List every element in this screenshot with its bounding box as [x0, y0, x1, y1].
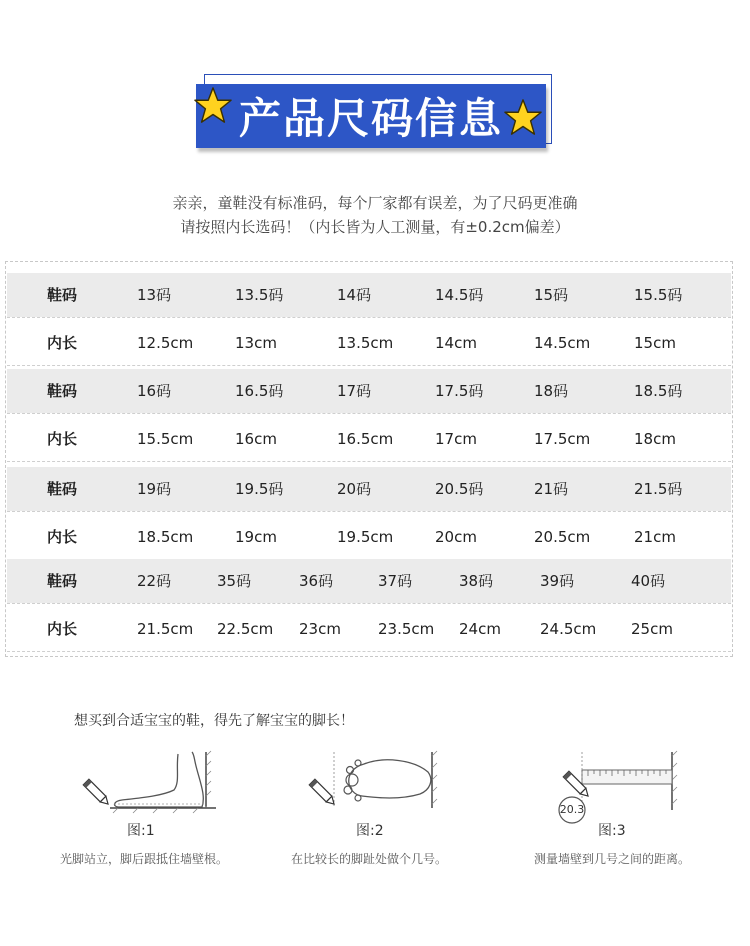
table-cell: 20cm: [435, 528, 477, 546]
table-row: [7, 417, 731, 461]
figure-2-label: 图:2: [356, 823, 384, 839]
row-label: 鞋码: [47, 286, 78, 304]
table-cell: 14cm: [435, 334, 477, 352]
row-label: 鞋码: [47, 572, 78, 590]
star-icon: [194, 86, 232, 124]
table-cell: 21码: [534, 480, 569, 498]
intro-line-2: 请按照内长选码！（内长皆为人工测量，有±0.2cm偏差）: [180, 218, 570, 236]
table-cell: 19cm: [235, 528, 277, 546]
table-cell: 23.5cm: [378, 620, 435, 638]
table-cell: 19.5码: [235, 480, 284, 498]
intro-line-1: 亲亲，童鞋没有标准码，每个厂家都有误差，为了尺码更准确: [172, 194, 578, 212]
table-cell: 20.5码: [435, 480, 484, 498]
table-cell: 15cm: [634, 334, 676, 352]
table-row: [7, 369, 731, 413]
table-cell: 14.5码: [435, 286, 484, 304]
row-divider: [7, 651, 731, 653]
table-cell: 15码: [534, 286, 569, 304]
table-row: [7, 559, 731, 603]
row-divider: [7, 413, 731, 415]
figure-1-label: 图:1: [127, 823, 155, 839]
figure-1-illustration: [78, 746, 218, 816]
table-cell: 15.5cm: [137, 430, 194, 448]
row-label: 鞋码: [47, 480, 78, 498]
table-cell: 13.5码: [235, 286, 284, 304]
row-divider: [7, 603, 731, 605]
table-cell: 21cm: [634, 528, 676, 546]
table-cell: 18.5cm: [137, 528, 194, 546]
table-cell: 18cm: [634, 430, 676, 448]
table-cell: 20.5cm: [534, 528, 591, 546]
table-row: [7, 321, 731, 365]
table-cell: 25cm: [631, 620, 673, 638]
table-cell: 37码: [378, 572, 413, 590]
table-cell: 17码: [337, 382, 372, 400]
table-cell: 21.5码: [634, 480, 683, 498]
table-cell: 14码: [337, 286, 372, 304]
star-icon: [504, 98, 542, 136]
table-cell: 39码: [540, 572, 575, 590]
table-cell: 18.5码: [634, 382, 683, 400]
measure-guide-title: 想买到合适宝宝的鞋，得先了解宝宝的脚长！: [74, 713, 354, 729]
table-cell: 19.5cm: [337, 528, 394, 546]
table-cell: 17.5码: [435, 382, 484, 400]
row-label: 内长: [47, 334, 78, 352]
table-row: [7, 273, 731, 317]
figure-1-desc: 光脚站立，脚后跟抵住墙壁根。: [60, 852, 229, 866]
table-cell: 16.5cm: [337, 430, 394, 448]
row-divider: [7, 511, 731, 513]
table-cell: 15.5码: [634, 286, 683, 304]
table-cell: 40码: [631, 572, 666, 590]
table-cell: 14.5cm: [534, 334, 591, 352]
table-cell: 20码: [337, 480, 372, 498]
table-cell: 13码: [137, 286, 172, 304]
table-cell: 16码: [137, 382, 172, 400]
row-divider: [7, 365, 731, 367]
table-row: [7, 467, 731, 511]
table-cell: 13.5cm: [337, 334, 394, 352]
figure-2-desc: 在比较长的脚趾处做个几号。: [291, 852, 448, 866]
figure-3-label: 图:3: [598, 823, 626, 839]
table-cell: 22.5cm: [217, 620, 274, 638]
table-cell: 22码: [137, 572, 172, 590]
table-cell: 16cm: [235, 430, 277, 448]
table-cell: 21.5cm: [137, 620, 194, 638]
figure-2-illustration: [304, 746, 444, 816]
row-divider: [7, 461, 731, 463]
table-cell: 17cm: [435, 430, 477, 448]
table-cell: 17.5cm: [534, 430, 591, 448]
table-cell: 16.5码: [235, 382, 284, 400]
figure-3-desc: 测量墙壁到几号之间的距离。: [534, 852, 691, 866]
table-cell: 24cm: [459, 620, 501, 638]
table-cell: 13cm: [235, 334, 277, 352]
row-label: 鞋码: [47, 382, 78, 400]
figure-3-illustration: [552, 746, 692, 826]
title-banner: [196, 76, 556, 152]
table-cell: 23cm: [299, 620, 341, 638]
ruler-reading: 20.3: [559, 803, 585, 816]
row-label: 内长: [47, 430, 78, 448]
table-row: [7, 607, 731, 651]
table-cell: 24.5cm: [540, 620, 597, 638]
table-row: [7, 515, 731, 559]
row-label: 内长: [47, 528, 78, 546]
row-label: 内长: [47, 620, 78, 638]
page-title: 产品尺码信息: [196, 84, 546, 148]
row-divider: [7, 317, 731, 319]
table-cell: 36码: [299, 572, 334, 590]
table-cell: 35码: [217, 572, 252, 590]
table-cell: 19码: [137, 480, 172, 498]
table-cell: 18码: [534, 382, 569, 400]
table-cell: 12.5cm: [137, 334, 194, 352]
table-cell: 38码: [459, 572, 494, 590]
